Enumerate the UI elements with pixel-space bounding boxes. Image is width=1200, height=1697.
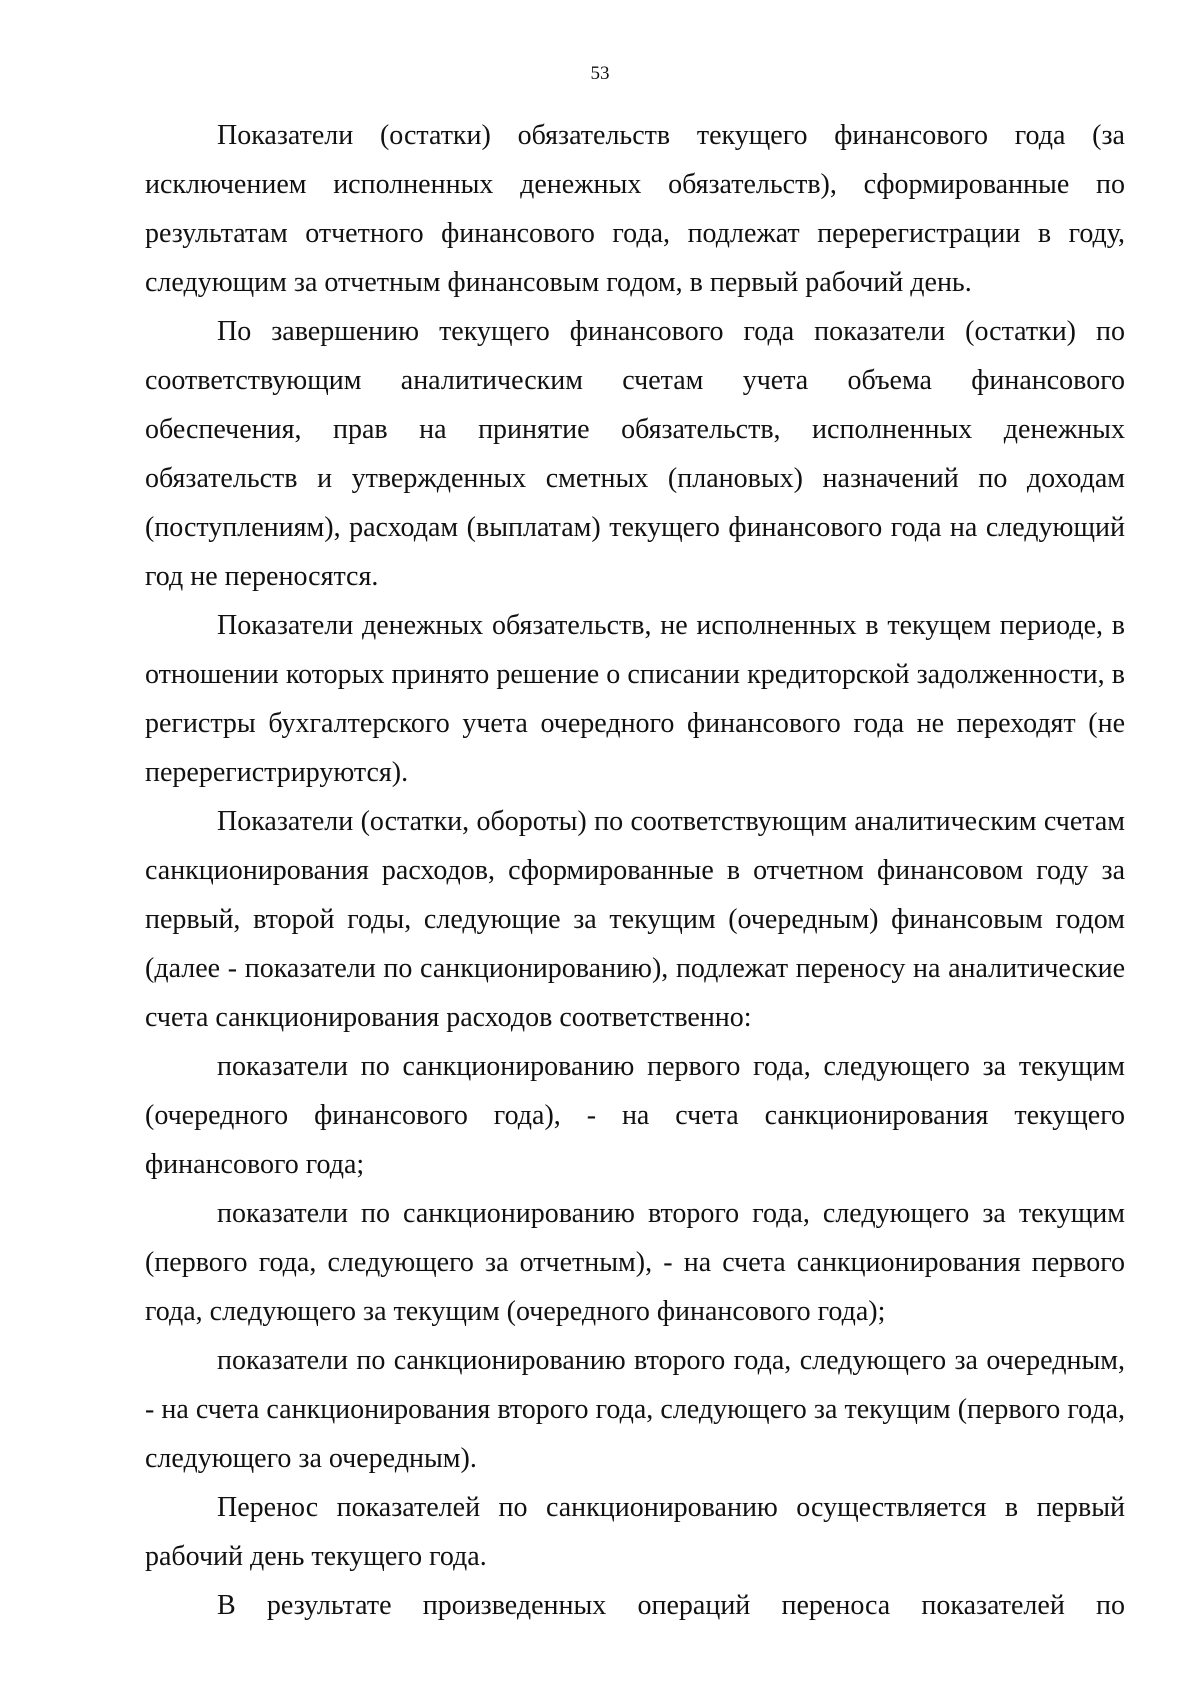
paragraph: Перенос показателей по санкционированию осуществляется в первый рабочий день текущего года. [145,1492,1125,1572]
paragraph-continued: В результате произведенных операций переноса показателей по [217,1590,1125,1621]
page-number: 53 [590,63,610,84]
document-body [145,111,1125,1630]
list-paragraph: показатели по санкционированию второго года, следующего за текущим (первого года, следующего за отчетным), - на счета санкционирования первого года, следующего за текущим (очередного финансового года); [145,1198,1125,1327]
paragraph: Показатели денежных обязательств, не исполненных в текущем периоде, в отношении которых принято решение о списании кредиторской задолженности, в регистры бухгалтерского учета очередного финансового года не переходят (не перерегистрируются). [145,610,1125,788]
list-paragraph: показатели по санкционированию первого года, следующего за текущим (очередного финансового года), - на счета санкционирования текущего финансового года; [145,1051,1125,1180]
list-paragraph: показатели по санкционированию второго года, следующего за очередным, - на счета санкционирования второго года, следующего за текущим (первого года, следующего за очередным). [145,1345,1125,1474]
paragraph: Показатели (остатки, обороты) по соответствующим аналитическим счетам санкционирования расходов, сформированные в отчетном финансовом году за первый, второй годы, следующие за текущим (очередным) финансовым годом (далее - показатели по санкционированию), подлежат переносу на аналитические счета санкционирования расходов соответственно: [145,806,1125,1033]
paragraph: По завершению текущего финансового года показатели (остатки) по соответствующим аналитическим счетам учета объема финансового обеспечения, прав на принятие обязательств, исполненных денежных обязательств и утвержденных сметных (плановых) назначений по доходам (поступлениям), расходам (выплатам) текущего финансового года на следующий год не переносятся. [145,316,1125,592]
paragraph: Показатели (остатки) обязательств текущего финансового года (за исключением исполненных денежных обязательств), сформированные по результатам отчетного финансового года, подлежат перерегистрации в году, следующим за отчетным финансовым годом, в первый рабочий день. [145,120,1125,298]
